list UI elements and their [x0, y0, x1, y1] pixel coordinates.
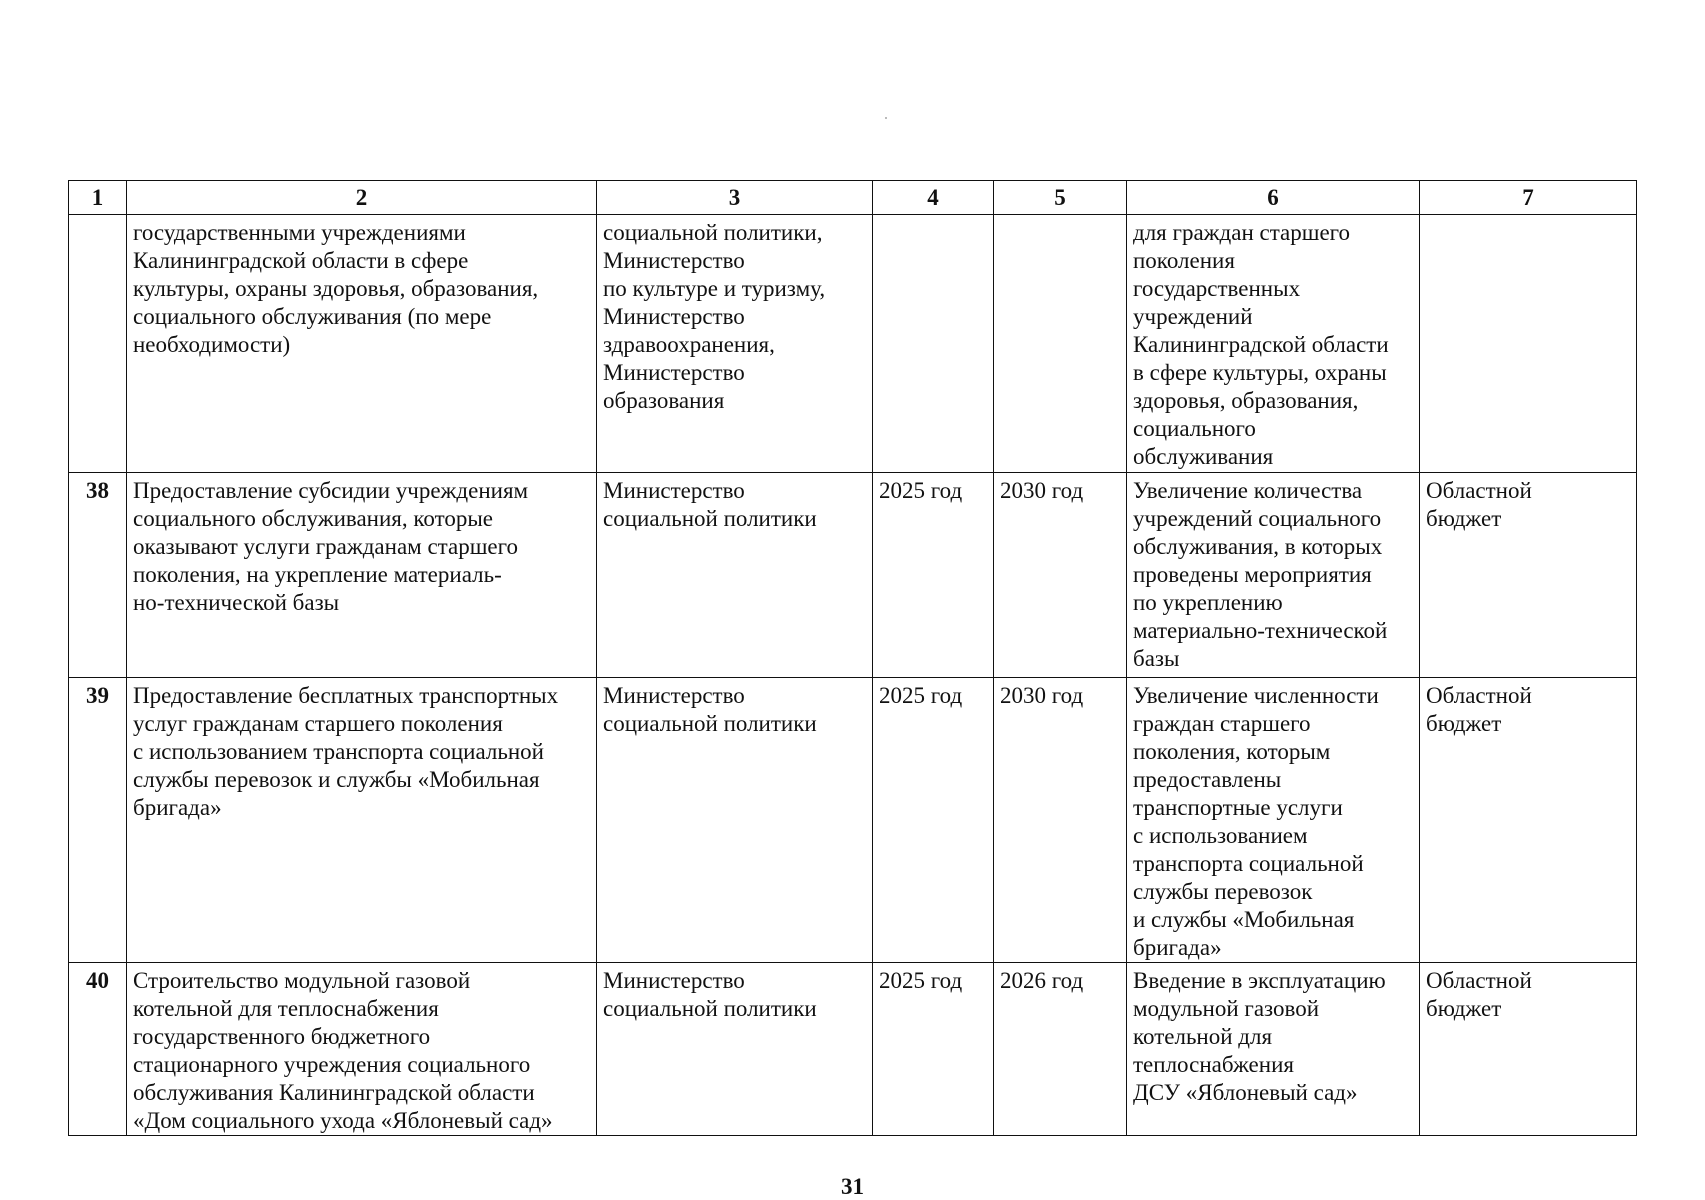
measure-cell: Строительство модульной газовой котельной для теплоснабжения государственного бюджетного стационарного учреждения социального обслуживания Калининградской области «Дом социального ухода «Яблоневый сад» — [127, 963, 597, 1136]
end-year-cell — [994, 215, 1127, 473]
table-row — [69, 963, 1637, 1136]
start-year-cell — [873, 215, 994, 473]
result-cell: для граждан старшего поколения государственных учреждений Калининградской области в сфере культуры, охраны здоровья, образования, социального обслуживания — [1127, 215, 1420, 473]
scan-speck — [885, 117, 887, 119]
measure-cell: Предоставление субсидии учреждениям социального обслуживания, которые оказывают услуги гражданам старшего поколения, на укрепление материаль- но-технической базы — [127, 473, 597, 678]
measure-cell: государственными учреждениями Калининградской области в сфере культуры, охраны здоровья, образования, социального обслуживания (по мере необходимости) — [127, 215, 597, 473]
table-row — [69, 215, 1637, 473]
page-number: 31 — [841, 1174, 864, 1199]
table-header-row — [69, 181, 1637, 215]
start-year-cell: 2025 год — [873, 473, 994, 678]
executor-cell: Министерство социальной политики — [597, 963, 873, 1136]
column-header: 4 — [873, 181, 994, 215]
measures-table — [68, 180, 1637, 1136]
result-cell: Увеличение количества учреждений социального обслуживания, в которых проведены мероприятия по укреплению материально-технической базы — [1127, 473, 1420, 678]
funding-source-cell: Областной бюджет — [1420, 678, 1637, 963]
row-number — [69, 215, 127, 473]
end-year-cell: 2030 год — [994, 678, 1127, 963]
executor-cell: Министерство социальной политики — [597, 678, 873, 963]
column-header: 5 — [994, 181, 1127, 215]
result-cell: Введение в эксплуатацию модульной газовой котельной для теплоснабжения ДСУ «Яблоневый сад» — [1127, 963, 1420, 1136]
column-header: 3 — [597, 181, 873, 215]
end-year-cell: 2026 год — [994, 963, 1127, 1136]
row-number: 38 — [69, 473, 127, 678]
start-year-cell: 2025 год — [873, 963, 994, 1136]
funding-source-cell — [1420, 215, 1637, 473]
executor-cell: Министерство социальной политики — [597, 473, 873, 678]
column-header: 2 — [127, 181, 597, 215]
table-row — [69, 678, 1637, 963]
column-header: 6 — [1127, 181, 1420, 215]
row-number: 39 — [69, 678, 127, 963]
start-year-cell: 2025 год — [873, 678, 994, 963]
funding-source-cell: Областной бюджет — [1420, 963, 1637, 1136]
funding-source-cell: Областной бюджет — [1420, 473, 1637, 678]
column-header: 7 — [1420, 181, 1637, 215]
result-cell: Увеличение численности граждан старшего поколения, которым предоставлены транспортные услуги с использованием транспорта социальной службы перевозок и службы «Мобильная бригада» — [1127, 678, 1420, 963]
table-row — [69, 473, 1637, 678]
row-number: 40 — [69, 963, 127, 1136]
measure-cell: Предоставление бесплатных транспортных услуг гражданам старшего поколения с использованием транспорта социальной службы перевозок и службы «Мобильная бригада» — [127, 678, 597, 963]
column-header: 1 — [69, 181, 127, 215]
executor-cell: социальной политики, Министерство по культуре и туризму, Министерство здравоохранения, Министерство образования — [597, 215, 873, 473]
end-year-cell: 2030 год — [994, 473, 1127, 678]
